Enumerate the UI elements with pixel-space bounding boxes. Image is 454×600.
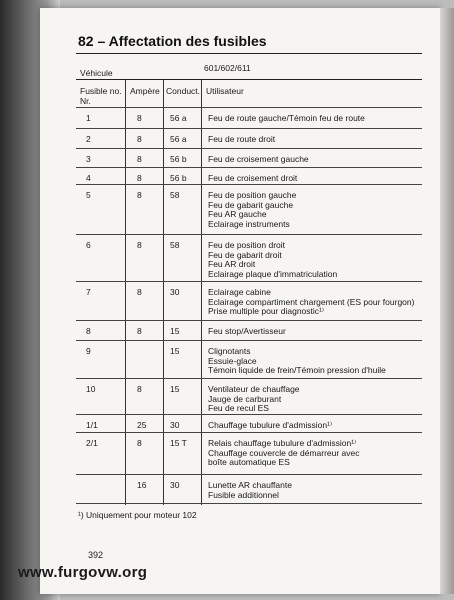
user-line: Feu de croisement gauche: [208, 154, 309, 164]
vehicle-value: 601/602/611: [204, 63, 251, 73]
watermark: www.furgovw.org: [18, 564, 148, 581]
row-separator: [76, 167, 422, 168]
user-line: Feu de route droit: [208, 134, 276, 144]
amperage-cell: 8: [137, 384, 142, 394]
user-line: Témoin liquide de frein/Témoin pression d'huile: [208, 365, 386, 375]
fuse-number-cell: 6: [86, 240, 91, 250]
column-divider-3: [201, 80, 202, 505]
row-separator: [76, 340, 422, 341]
user-line: Jauge de carburant: [208, 393, 282, 404]
amperage-cell: 8: [137, 154, 142, 164]
fuse-number-cell: 2: [86, 134, 91, 144]
user-line: Eclairage plaque d'immatriculation: [208, 268, 338, 279]
user-line: Eclairage cabine: [208, 287, 271, 297]
row-separator: [76, 234, 422, 235]
header-amperage: Ampère: [130, 86, 160, 96]
user-line: Chauffage tubulure d'admission¹⁾: [208, 420, 333, 430]
user-line: Essuie-glace: [208, 355, 257, 366]
conductor-cell: 30: [170, 287, 180, 297]
user-line: Feu de route gauche/Témoin feu de route: [208, 113, 365, 123]
conductor-cell: 15 T: [170, 438, 187, 448]
row-separator: [76, 128, 422, 129]
title-rule: [76, 53, 422, 54]
amperage-cell: 8: [137, 190, 142, 200]
conductor-cell: 56 a: [170, 134, 187, 144]
conductor-cell: 56 b: [170, 154, 187, 164]
row-separator: [76, 320, 422, 321]
user-line: Feu de position gauche: [208, 190, 297, 200]
row-separator: [76, 184, 422, 185]
fuse-number-cell: 10: [86, 384, 96, 394]
fuse-number-cell: 5: [86, 190, 91, 200]
page-edge: [440, 8, 454, 594]
user-line: Clignotants: [208, 346, 251, 356]
user-line: Feu AR gauche: [208, 209, 267, 219]
fuse-number-cell: 7: [86, 287, 91, 297]
row-separator: [76, 148, 422, 149]
column-divider-1: [125, 80, 126, 505]
vehicle-rule: [76, 79, 422, 80]
conductor-cell: 58: [170, 190, 180, 200]
conductor-cell: 15: [170, 326, 180, 336]
fuse-number-cell: 4: [86, 173, 91, 183]
fuse-number-cell: 1/1: [86, 420, 98, 430]
conductor-cell: 30: [170, 420, 180, 430]
user-line: boîte automatique ES: [208, 457, 290, 467]
row-separator: [76, 281, 422, 282]
user-line: Feu de position droit: [208, 240, 286, 250]
vehicle-label: Véhicule: [80, 68, 113, 78]
user-line: Prise multiple pour diagnostic¹⁾: [208, 306, 324, 316]
row-separator: [76, 107, 422, 108]
user-line: Feu stop/Avertisseur: [208, 326, 286, 336]
amperage-cell: 8: [137, 113, 142, 123]
amperage-cell: 8: [137, 287, 142, 297]
fuse-number-cell: 1: [86, 113, 91, 123]
user-line: Feu de croisement droit: [208, 173, 298, 183]
user-line: Lunette AR chauffante: [208, 480, 292, 490]
column-divider-2: [163, 80, 164, 505]
amperage-cell: 8: [137, 326, 142, 336]
user-line: Feu de gabarit droit: [208, 249, 282, 260]
row-separator: [76, 414, 422, 415]
amperage-cell: 8: [137, 240, 142, 250]
user-line: Ventilateur de chauffage: [208, 384, 300, 394]
header-conductor: Conduct.: [166, 86, 201, 96]
conductor-cell: 56 a: [170, 113, 187, 123]
fuse-number-cell: 3: [86, 154, 91, 164]
amperage-cell: 8: [137, 173, 142, 183]
user-line: Fusible additionnel: [208, 489, 279, 500]
amperage-cell: 8: [137, 134, 142, 144]
conductor-cell: 30: [170, 480, 180, 490]
header-user: Utilisateur: [206, 86, 244, 96]
conductor-cell: 15: [170, 346, 180, 356]
user-line: Eclairage compartiment chargement (ES pour fourgon): [208, 296, 415, 307]
amperage-cell: 16: [137, 480, 147, 490]
conductor-cell: 58: [170, 240, 180, 250]
user-line: Feu de recul ES: [208, 403, 269, 413]
fuse-number-cell: 9: [86, 346, 91, 356]
header-fuse-nr: Nr.: [80, 96, 91, 106]
page-title: 82 – Affectation des fusibles: [78, 33, 267, 49]
fuse-number-cell: 8: [86, 326, 91, 336]
row-separator: [76, 378, 422, 379]
conductor-cell: 56 b: [170, 173, 187, 183]
amperage-cell: 8: [137, 438, 142, 448]
row-separator: [76, 474, 422, 475]
header-fuse: Fusible no.: [80, 86, 122, 96]
user-line: Feu AR droit: [208, 259, 256, 269]
conductor-cell: 15: [170, 384, 180, 394]
table-bottom-rule: [76, 503, 422, 504]
user-line: Eclairage instruments: [208, 218, 290, 229]
user-line: Chauffage couvercle de démarreur avec: [208, 447, 360, 458]
footnote: ¹) Uniquement pour moteur 102: [78, 510, 197, 520]
amperage-cell: 25: [137, 420, 147, 430]
row-separator: [76, 432, 422, 433]
user-line: Relais chauffage tubulure d'admission¹⁾: [208, 438, 357, 448]
page-number: 392: [88, 550, 104, 560]
fuse-number-cell: 2/1: [86, 438, 98, 448]
user-line: Feu de gabarit gauche: [208, 199, 294, 210]
